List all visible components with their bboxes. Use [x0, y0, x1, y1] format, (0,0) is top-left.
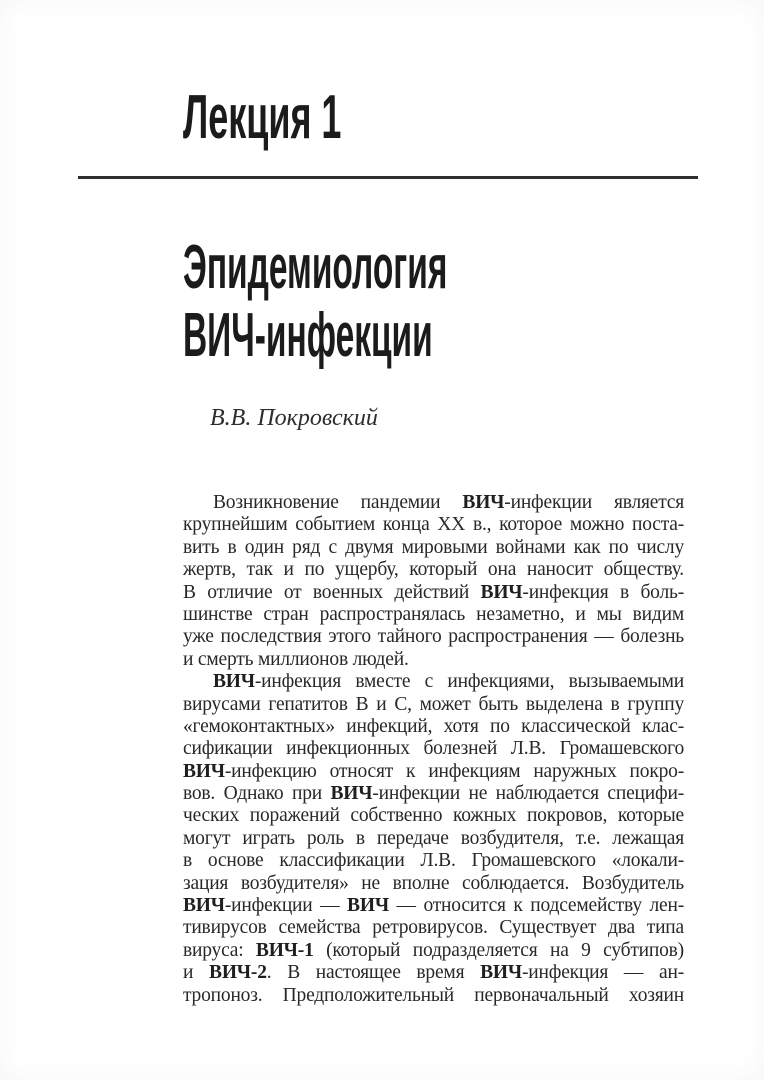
text-line: вируса: ВИЧ-1 (который подразделяется на 9 субтипов) [183, 939, 684, 961]
body-text [183, 492, 684, 1007]
text-line: вирусами гепатитов B и C, может быть выделена в группу [183, 693, 684, 715]
text-line: ВИЧ-инфекцию относят к инфекциям наружных покро- [183, 760, 684, 782]
text-line: ВИЧ-инфекция вместе с инфекциями, вызываемыми [213, 671, 684, 693]
text-line: в основе классификации Л.В. Громашевского «локали- [183, 850, 684, 872]
text-line: вов. Однако при ВИЧ-инфекции не наблюдается специфи- [183, 783, 684, 805]
text-line: сификации инфекционных болезней Л.В. Громашевского [183, 738, 684, 760]
text-line: тропоноз. Предположительный первоначальный хозяин [183, 984, 684, 1006]
divider-rule [78, 176, 698, 179]
text-line: жертв, так и по ущербу, который она наносит обществу. [183, 559, 684, 581]
text-line: уже последствия этого тайного распространения — болезнь [183, 626, 684, 648]
chapter-heading: Лекция 1 [183, 83, 342, 152]
text-line: шинстве стран распространялась незаметно, и мы видим [183, 603, 684, 625]
text-line: Возникновение пандемии ВИЧ-инфекции является [213, 492, 684, 513]
author-name: В.В. Покровский [210, 405, 378, 431]
text-line: В отличие от военных действий ВИЧ-инфекция в боль- [183, 581, 684, 603]
text-line: ВИЧ-инфекции — ВИЧ — относится к подсемейству лен- [183, 895, 684, 917]
text-line: и ВИЧ-2. В настоящее время ВИЧ-инфекция — ан- [183, 962, 684, 984]
text-line: зация возбудителя» не вполне соблюдается. Возбудитель [183, 872, 684, 894]
text-line: тивирусов семейства ретровирусов. Существует два типа [183, 917, 684, 939]
text-line: вить в один ряд с двумя мировыми войнами как по числу [183, 536, 684, 558]
text-line: ческих поражений собственно кожных покровов, которые [183, 805, 684, 827]
chapter-title-line2: ВИЧ-инфекции [183, 301, 433, 370]
text-line: и смерть миллионов людей. [183, 648, 409, 670]
chapter-title [183, 234, 447, 370]
chapter-title-line1: Эпидемиология [183, 233, 448, 302]
text-line: «гемоконтактных» инфекций, хотя по классической клас- [183, 715, 684, 737]
text-line: крупнейшим событием конца XX в., которое можно поста- [183, 514, 684, 536]
text-line: могут играть роль в передаче возбудителя, т.е. лежащая [183, 827, 684, 849]
